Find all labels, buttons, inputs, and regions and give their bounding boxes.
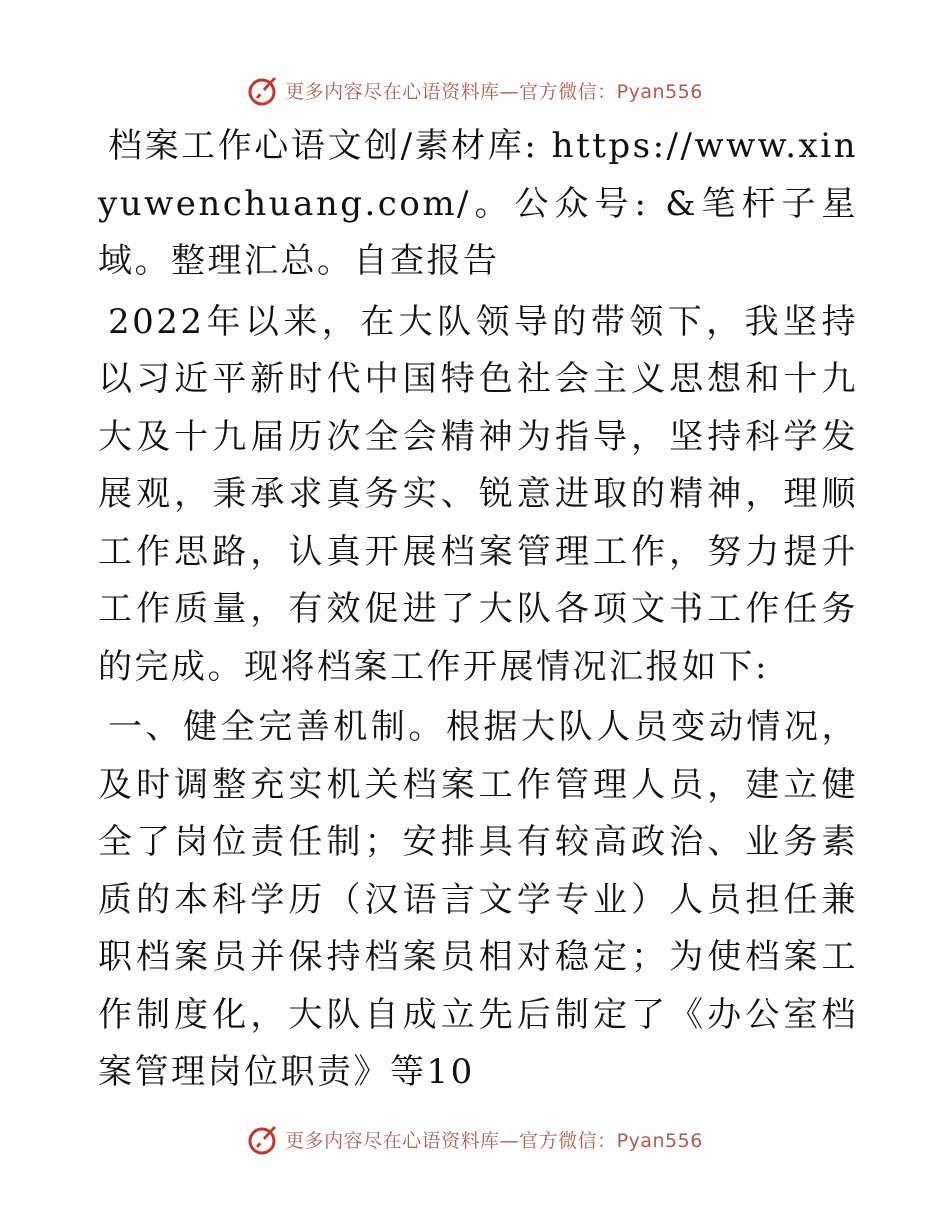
intro-paragraph: 档案工作心语文创/素材库: https://www.xinyuwenchuang.com/。公众号: &笔杆子星域。整理汇总。自查报告 xyxy=(98,126,858,281)
footer-contact: 官方微信：Pyan556 xyxy=(519,1129,703,1152)
header-site-name: 更多内容尽在心语资料库 xyxy=(285,80,500,103)
document-body xyxy=(98,118,858,1102)
header-banner xyxy=(0,70,950,110)
footer-banner-text xyxy=(285,1126,703,1153)
header-banner-text xyxy=(285,77,703,104)
header-contact: 官方微信：Pyan556 xyxy=(519,80,703,103)
pen-nib-circle-icon xyxy=(247,1122,281,1156)
footer-separator: — xyxy=(499,1129,520,1152)
summary-paragraph: 2022年以来，在大队领导的带领下，我坚持以习近平新时代中国特色社会主义思想和十九大及十九届历次全会精神为指导，坚持科学发展观，秉承求真务实、锐意进取的精神，理顺工作思路，认真开展档案管理工作，努力提升工作质量，有效促进了大队各项文书工作任务的完成。现将档案工作开展情况汇报如下: xyxy=(98,301,858,687)
header-separator: — xyxy=(499,80,520,103)
footer-site-name: 更多内容尽在心语资料库 xyxy=(285,1129,500,1152)
section-one-paragraph: 一、健全完善机制。根据大队人员变动情况，及时调整充实机关档案工作管理人员，建立健全了岗位责任制；安排具有较高政治、业务素质的本科学历（汉语言文学专业）人员担任兼职档案员并保持档案员相对稳定；为使档案工作制度化，大队自成立先后制定了《办公室档案管理岗位职责》等10 xyxy=(98,707,858,1092)
pen-nib-circle-icon xyxy=(247,73,281,107)
footer-banner xyxy=(0,1119,950,1159)
